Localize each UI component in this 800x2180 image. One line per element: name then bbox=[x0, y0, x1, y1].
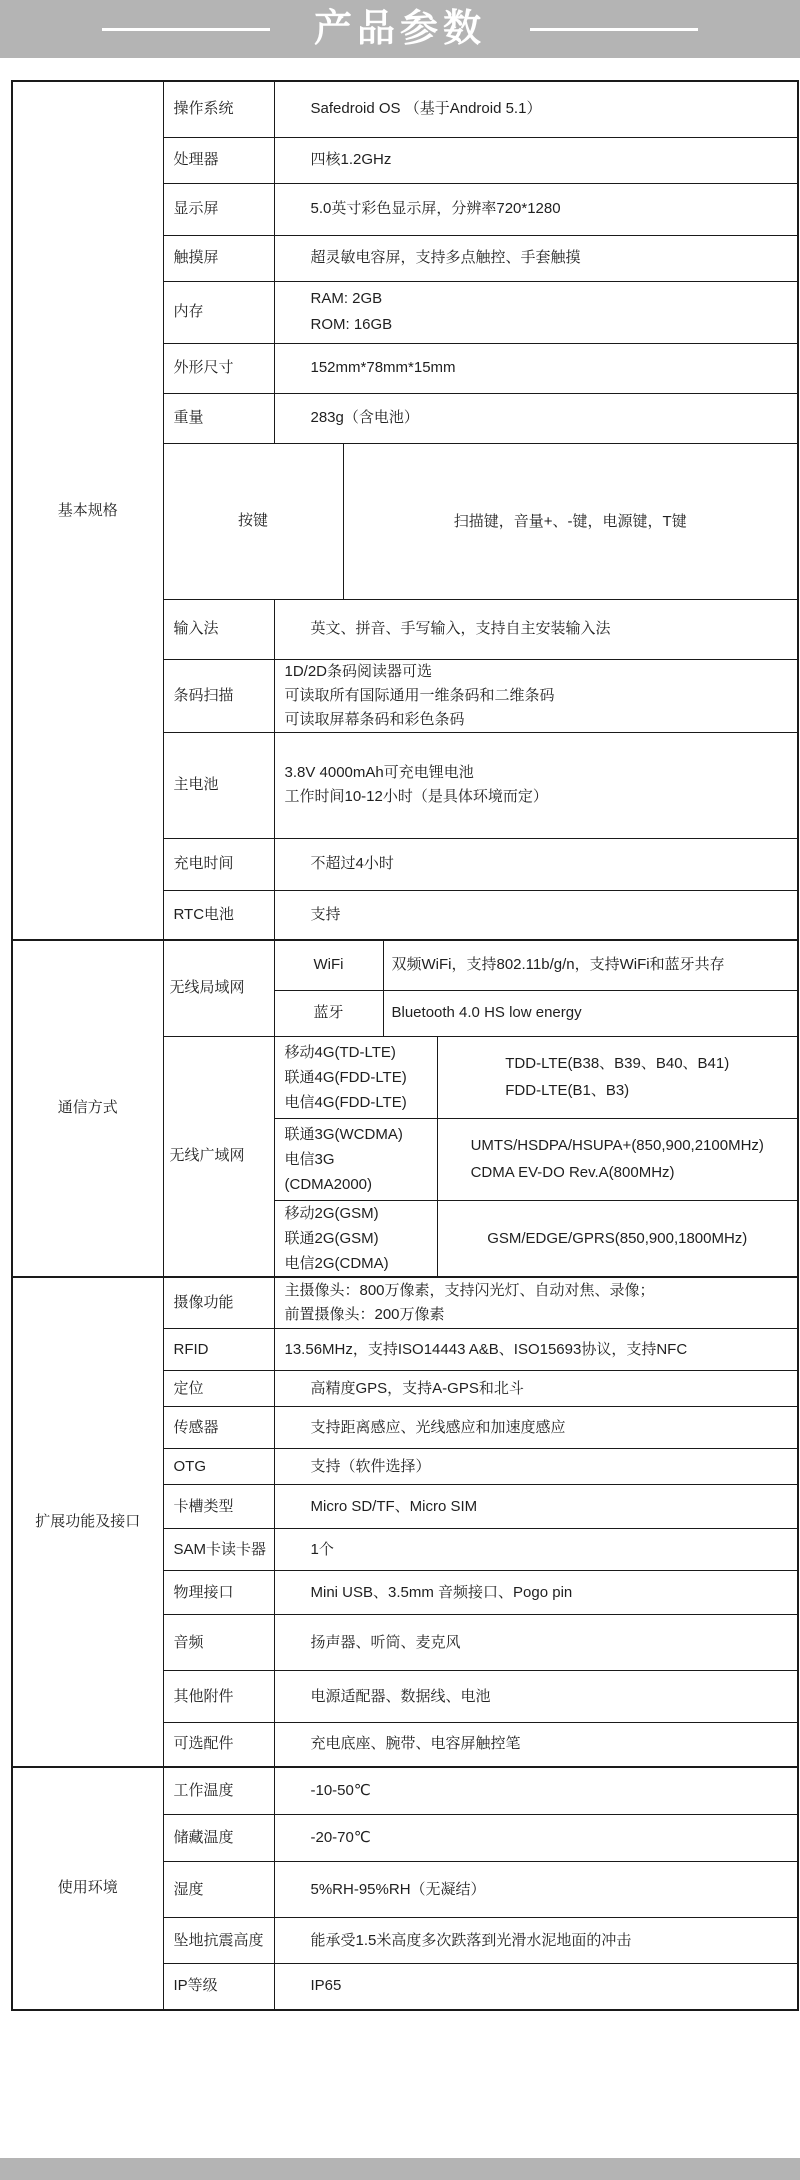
spec-value: 扫描键，音量+、-键，电源键，T键 bbox=[453, 512, 687, 530]
spec-value-cell bbox=[274, 81, 798, 137]
spec-table bbox=[11, 80, 799, 2011]
spec-label: 充电时间 bbox=[173, 855, 234, 872]
sublabel: 移动4G(TD-LTE) bbox=[284, 1043, 396, 1061]
spec-label: 工作温度 bbox=[173, 1781, 234, 1799]
spec-label: SAM卡读卡器 bbox=[173, 1540, 267, 1558]
spec-value: 可读取所有国际通用一维条码和二维条码 bbox=[284, 686, 555, 704]
table-row bbox=[12, 940, 798, 990]
spec-value-cell bbox=[274, 732, 798, 838]
spec-label: 内存 bbox=[173, 303, 204, 320]
spec-label-cell bbox=[163, 1767, 274, 1815]
banner-line-left bbox=[102, 28, 270, 31]
spec-label: 音频 bbox=[173, 1633, 204, 1651]
spec-label-cell bbox=[163, 343, 274, 393]
spec-value-cell bbox=[274, 1329, 798, 1371]
spec-label-cell bbox=[163, 1964, 274, 2010]
spec-value-cell bbox=[274, 1449, 798, 1485]
spec-value: 扬声器、听筒、麦克风 bbox=[310, 1633, 461, 1651]
spec-label-cell bbox=[163, 1615, 274, 1671]
spec-value-cell bbox=[274, 1862, 798, 1918]
spec-value-cell bbox=[274, 1371, 798, 1407]
spec-value-cell bbox=[437, 1200, 798, 1277]
spec-value-cell bbox=[274, 137, 798, 183]
spec-value-cell bbox=[274, 1485, 798, 1529]
spec-label-cell bbox=[163, 1277, 274, 1329]
spec-label: 外形尺寸 bbox=[173, 359, 234, 376]
spec-value: 可读取屏幕条码和彩色条码 bbox=[284, 710, 465, 728]
spec-value: Bluetooth 4.0 HS low energy bbox=[391, 1004, 582, 1021]
spec-label-cell bbox=[163, 1815, 274, 1862]
spec-value-cell bbox=[274, 838, 798, 890]
sublabel-cell bbox=[274, 1036, 437, 1118]
spec-value: 主摄像头：800万像素，支持闪光灯、自动对焦、录像； bbox=[284, 1281, 655, 1299]
spec-value: 5.0英寸彩色显示屏，分辨率720*1280 bbox=[310, 200, 561, 217]
spec-label: 定位 bbox=[173, 1379, 204, 1397]
spec-label-cell bbox=[163, 443, 343, 599]
spec-value-cell bbox=[274, 281, 798, 343]
spec-label-cell bbox=[163, 1529, 274, 1571]
sublabel-cell bbox=[274, 940, 383, 990]
spec-label: 重量 bbox=[173, 409, 204, 426]
spec-label-cell bbox=[163, 1407, 274, 1449]
spec-value: 13.56MHz，支持ISO14443 A&B、ISO15693协议，支持NFC bbox=[284, 1340, 688, 1358]
section-label-cell bbox=[12, 1277, 163, 1767]
group-label: 无线局域网 bbox=[169, 979, 245, 997]
spec-label-cell bbox=[163, 81, 274, 137]
spec-value: RAM: 2GB bbox=[310, 290, 383, 307]
spec-value: FDD-LTE(B1、B3) bbox=[505, 1082, 630, 1099]
sublabel: 蓝牙 bbox=[313, 1004, 344, 1021]
spec-label: OTG bbox=[173, 1457, 206, 1475]
spec-value-cell bbox=[274, 1277, 798, 1329]
section-label: 扩展功能及接口 bbox=[35, 1512, 141, 1530]
table-row bbox=[12, 1767, 798, 1815]
sublabel: 联通3G(WCDMA) bbox=[284, 1125, 403, 1143]
spec-value-cell bbox=[274, 1529, 798, 1571]
page-banner bbox=[0, 0, 800, 58]
spec-label-cell bbox=[163, 137, 274, 183]
spec-label-cell bbox=[163, 732, 274, 838]
spec-value: 支持（软件选择） bbox=[310, 1457, 431, 1475]
section-label-cell bbox=[12, 81, 163, 940]
spec-label-cell bbox=[163, 281, 274, 343]
spec-value: 1D/2D条码阅读器可选 bbox=[284, 662, 433, 680]
spec-value: 3.8V 4000mAh可充电锂电池 bbox=[284, 764, 474, 781]
sublabel: (CDMA2000) bbox=[284, 1175, 373, 1193]
spec-label-cell bbox=[163, 1449, 274, 1485]
spec-label-cell bbox=[163, 1485, 274, 1529]
spec-label-cell bbox=[163, 393, 274, 443]
spec-label: 主电池 bbox=[173, 776, 219, 793]
spec-value: 超灵敏电容屏，支持多点触控、手套触摸 bbox=[310, 249, 581, 266]
spec-value: 283g（含电池） bbox=[310, 409, 419, 426]
spec-value-cell bbox=[274, 1767, 798, 1815]
spec-label: 按键 bbox=[237, 512, 268, 529]
spec-value: 四核1.2GHz bbox=[310, 151, 392, 168]
spec-label: 传感器 bbox=[173, 1418, 219, 1436]
spec-value: 不超过4小时 bbox=[310, 855, 394, 872]
sublabel: 电信4G(FDD-LTE) bbox=[284, 1093, 407, 1111]
sublabel-cell bbox=[274, 990, 383, 1036]
spec-value-cell bbox=[274, 1964, 798, 2010]
spec-value: 高精度GPS，支持A-GPS和北斗 bbox=[310, 1379, 524, 1397]
spec-label-cell bbox=[163, 838, 274, 890]
spec-label: 可选配件 bbox=[173, 1735, 234, 1753]
spec-value: 前置摄像头：200万像素 bbox=[284, 1305, 445, 1323]
spec-value: 能承受1.5米高度多次跌落到光滑水泥地面的冲击 bbox=[310, 1931, 632, 1949]
group-label-cell bbox=[163, 940, 274, 1036]
spec-value: -10-50℃ bbox=[310, 1781, 371, 1799]
spec-label-cell bbox=[163, 1671, 274, 1723]
table-row bbox=[12, 1277, 798, 1329]
section-label: 基本规格 bbox=[57, 501, 118, 519]
spec-label: 储藏温度 bbox=[173, 1829, 234, 1846]
spec-label-cell bbox=[163, 1862, 274, 1918]
group-label: 无线广域网 bbox=[169, 1147, 245, 1164]
spec-value-cell bbox=[274, 183, 798, 235]
spec-value-cell bbox=[274, 1723, 798, 1767]
spec-label-cell bbox=[163, 1723, 274, 1767]
spec-value: 英文、拼音、手写输入，支持自主安装输入法 bbox=[310, 620, 611, 637]
spec-value-cell bbox=[274, 599, 798, 659]
spec-label: 物理接口 bbox=[173, 1583, 234, 1601]
spec-label-cell bbox=[163, 183, 274, 235]
spec-label: 摄像功能 bbox=[173, 1293, 234, 1311]
footer-bar bbox=[0, 2158, 800, 2180]
spec-value: Mini USB、3.5mm 音频接口、Pogo pin bbox=[310, 1583, 573, 1601]
spec-value: IP65 bbox=[310, 1977, 342, 1995]
spec-label-cell bbox=[163, 890, 274, 940]
spec-value-cell bbox=[437, 1036, 798, 1118]
spec-value: TDD-LTE(B38、B39、B40、B41) bbox=[505, 1055, 730, 1072]
spec-value-cell bbox=[274, 1615, 798, 1671]
spec-value-cell bbox=[383, 940, 798, 990]
spec-label: 显示屏 bbox=[173, 200, 219, 217]
spec-value-cell bbox=[274, 659, 798, 732]
spec-value-cell bbox=[343, 443, 798, 599]
spec-value: GSM/EDGE/GPRS(850,900,1800MHz) bbox=[487, 1229, 748, 1247]
spec-value: 双频WiFi，支持802.11b/g/n，支持WiFi和蓝牙共存 bbox=[391, 956, 725, 974]
spec-value: 充电底座、腕带、电容屏触控笔 bbox=[310, 1735, 521, 1753]
spec-label-cell bbox=[163, 1918, 274, 1964]
spec-value: Micro SD/TF、Micro SIM bbox=[310, 1497, 478, 1515]
spec-value: 工作时间10-12小时（是具体环境而定） bbox=[284, 788, 548, 805]
spec-label-cell bbox=[163, 659, 274, 732]
spec-label: 操作系统 bbox=[173, 100, 234, 118]
spec-value: -20-70℃ bbox=[310, 1829, 371, 1846]
spec-label: 触摸屏 bbox=[173, 249, 219, 266]
spec-value-cell bbox=[274, 393, 798, 443]
section-label: 通信方式 bbox=[57, 1099, 118, 1117]
spec-value-cell bbox=[274, 1671, 798, 1723]
spec-value: CDMA EV-DO Rev.A(800MHz) bbox=[470, 1164, 675, 1181]
spec-label-cell bbox=[163, 1571, 274, 1615]
section-label: 使用环境 bbox=[57, 1879, 118, 1896]
spec-label: 处理器 bbox=[173, 151, 219, 168]
spec-value: Safedroid OS （基于Android 5.1） bbox=[310, 100, 542, 118]
spec-value-cell bbox=[274, 1571, 798, 1615]
spec-value: 1个 bbox=[310, 1540, 334, 1558]
section-label-cell bbox=[12, 1767, 163, 2010]
spec-value: 电源适配器、数据线、电池 bbox=[310, 1687, 491, 1705]
spec-value-cell bbox=[274, 1918, 798, 1964]
spec-value-cell bbox=[383, 990, 798, 1036]
spec-label-cell bbox=[163, 599, 274, 659]
spec-value: 5%RH-95%RH（无凝结） bbox=[310, 1880, 486, 1898]
section-label-cell bbox=[12, 940, 163, 1277]
sublabel: WiFi bbox=[313, 956, 344, 974]
spec-label: 坠地抗震高度 bbox=[173, 1931, 264, 1949]
spec-value: 支持 bbox=[310, 905, 341, 923]
spec-value: 152mm*78mm*15mm bbox=[310, 359, 456, 376]
spec-value-cell bbox=[274, 343, 798, 393]
sublabel: 电信3G bbox=[284, 1150, 335, 1168]
sublabel: 联通2G(GSM) bbox=[284, 1229, 379, 1247]
spec-value-cell bbox=[437, 1118, 798, 1200]
spec-label: 湿度 bbox=[173, 1880, 204, 1898]
spec-label-cell bbox=[163, 1329, 274, 1371]
sublabel-cell bbox=[274, 1118, 437, 1200]
sublabel-cell bbox=[274, 1200, 437, 1277]
spec-value: 支持距离感应、光线感应和加速度感应 bbox=[310, 1418, 566, 1436]
spec-label: 其他附件 bbox=[173, 1687, 234, 1705]
table-row bbox=[12, 81, 798, 137]
spec-value: UMTS/HSDPA/HSUPA+(850,900,2100MHz) bbox=[470, 1137, 764, 1154]
spec-value-cell bbox=[274, 890, 798, 940]
sublabel: 联通4G(FDD-LTE) bbox=[284, 1068, 407, 1086]
group-label-cell bbox=[163, 1036, 274, 1277]
spec-label: 卡槽类型 bbox=[173, 1497, 234, 1515]
page-title: 产品参数 bbox=[313, 8, 486, 50]
spec-value-cell bbox=[274, 1407, 798, 1449]
spec-label: IP等级 bbox=[173, 1977, 218, 1995]
sublabel: 移动2G(GSM) bbox=[284, 1204, 379, 1222]
spec-label: 输入法 bbox=[173, 620, 219, 637]
spec-label: RTC电池 bbox=[173, 905, 235, 923]
spec-value: ROM: 16GB bbox=[310, 316, 393, 333]
sublabel: 电信2G(CDMA) bbox=[284, 1254, 389, 1272]
spec-label-cell bbox=[163, 1371, 274, 1407]
spec-value-cell bbox=[274, 235, 798, 281]
spec-label-cell bbox=[163, 235, 274, 281]
spec-label: 条码扫描 bbox=[173, 686, 234, 704]
banner-line-right bbox=[530, 28, 698, 31]
spec-value-cell bbox=[274, 1815, 798, 1862]
spec-table-body bbox=[12, 81, 798, 2010]
spec-label: RFID bbox=[173, 1340, 209, 1358]
